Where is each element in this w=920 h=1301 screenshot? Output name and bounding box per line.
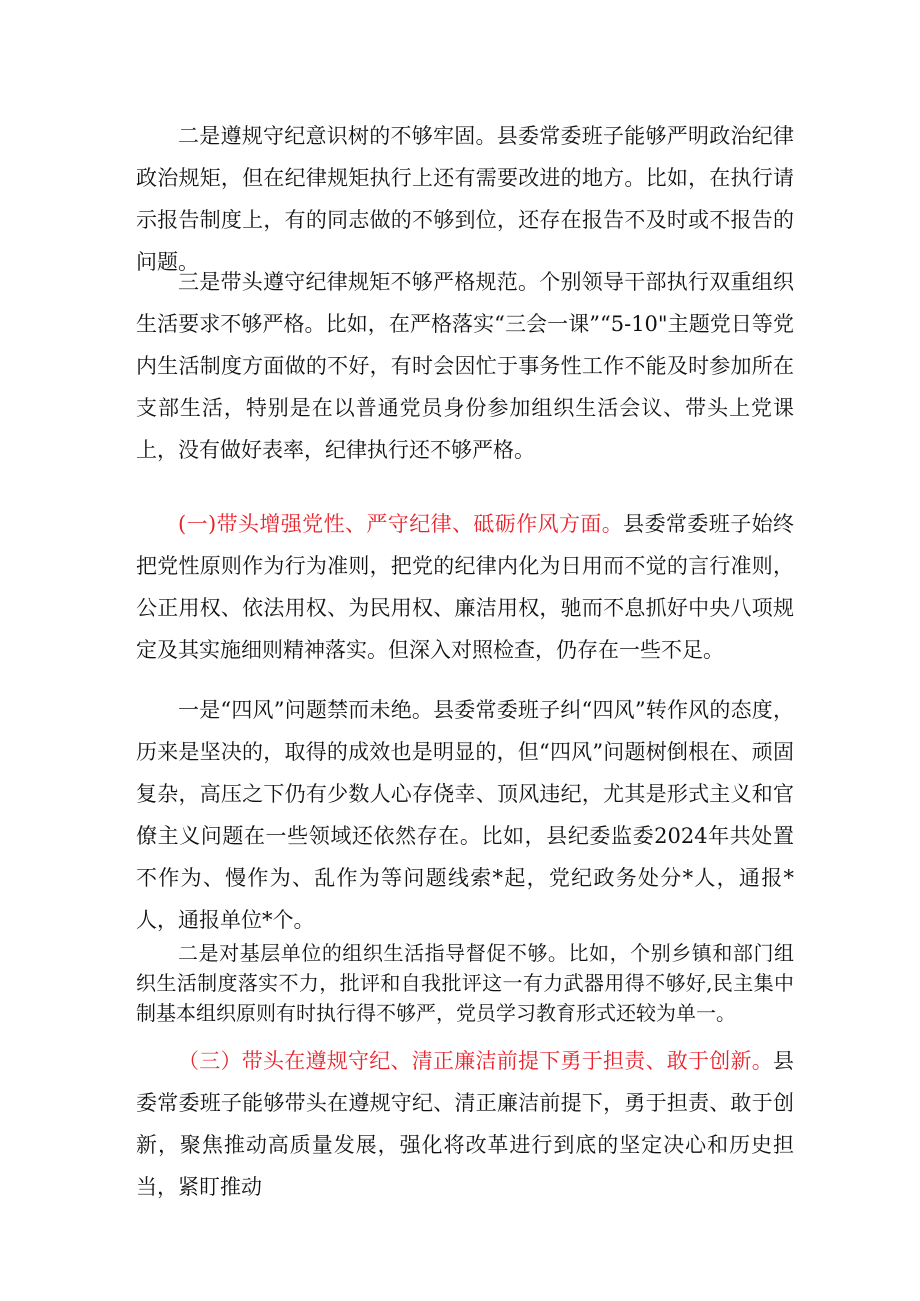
section-heading: (一)带头增强党性、严守纪律、砥砺作风方面。	[178, 512, 624, 536]
paragraph-text: 一是“四风”问题禁而未绝。县委常委班子纠“四风”转作风的态度，历来是坚决的，取得的成效也是明显的，但“四风”问题树倒根在、顽固复杂，高压之下仍有少数人心存侥幸、顶风违纪，尤其是形式主义和官僚主义问题在一些领域还依然存在。比如，县纪委监委2024年共处置不作为、慢作为、乱作为等问题线索*起，党纪政务处分*人，通报*人，通报单位*个。	[136, 698, 794, 932]
paragraph-responsibility-innovation	[136, 1040, 794, 1208]
paragraph-text: 二是遵规守纪意识树的不够牢固。县委常委班子能够严明政治纪律政治规矩，但在纪律规矩执行上还有需要改进的地方。比如，在执行请示报告制度上，有的同志做的不够到位，还存在报告不及时或不报告的问题。	[136, 124, 794, 274]
paragraph-text: 三是带头遵守纪律规矩不够严格规范。个别领导干部执行双重组织生活要求不够严格。比如，在严格落实“三会一课”“5-10"主题党日等党内生活制度方面做的不好，有时会因忙于事务性工作不能及时参加所在支部生活，特别是在以普通党员身份参加组织生活会议、带头上党课上，没有做好表率，纪律执行还不够严格。	[136, 270, 794, 462]
paragraph-text: 县委常委班子能够带头在遵规守纪、清正廉洁前提下，勇于担责、敢于创新，聚焦推动高质量发展，强化将改革进行到底的坚定决心和历史担当，紧盯推动	[136, 1049, 794, 1199]
paragraph-rules-compliance	[136, 261, 794, 471]
section-heading: （三）带头在遵规守纪、清正廉洁前提下勇于担责、敢于创新。	[178, 1049, 773, 1073]
paragraph-discipline-awareness	[136, 115, 794, 283]
paragraph-text: 二是对基层单位的组织生活指导督促不够。比如，个别乡镇和部门组织生活制度落实不力，批评和自我批评这一有力武器用得不够好,民主集中制基本组织原则有时执行得不够严，党员学习教育形式还较为单一。	[136, 941, 794, 1025]
paragraph-party-spirit	[136, 503, 794, 671]
paragraph-text: 县委常委班子始终把党性原则作为行为准则，把党的纪律内化为日用而不觉的言行准则，公正用权、依法用权、为民用权、廉洁用权，驰而不息抓好中央八项规定及其实施细则精神落实。但深入对照检查，仍存在一些不足。	[136, 512, 795, 662]
paragraph-four-winds	[136, 689, 794, 941]
paragraph-organizational-life	[136, 938, 794, 1028]
